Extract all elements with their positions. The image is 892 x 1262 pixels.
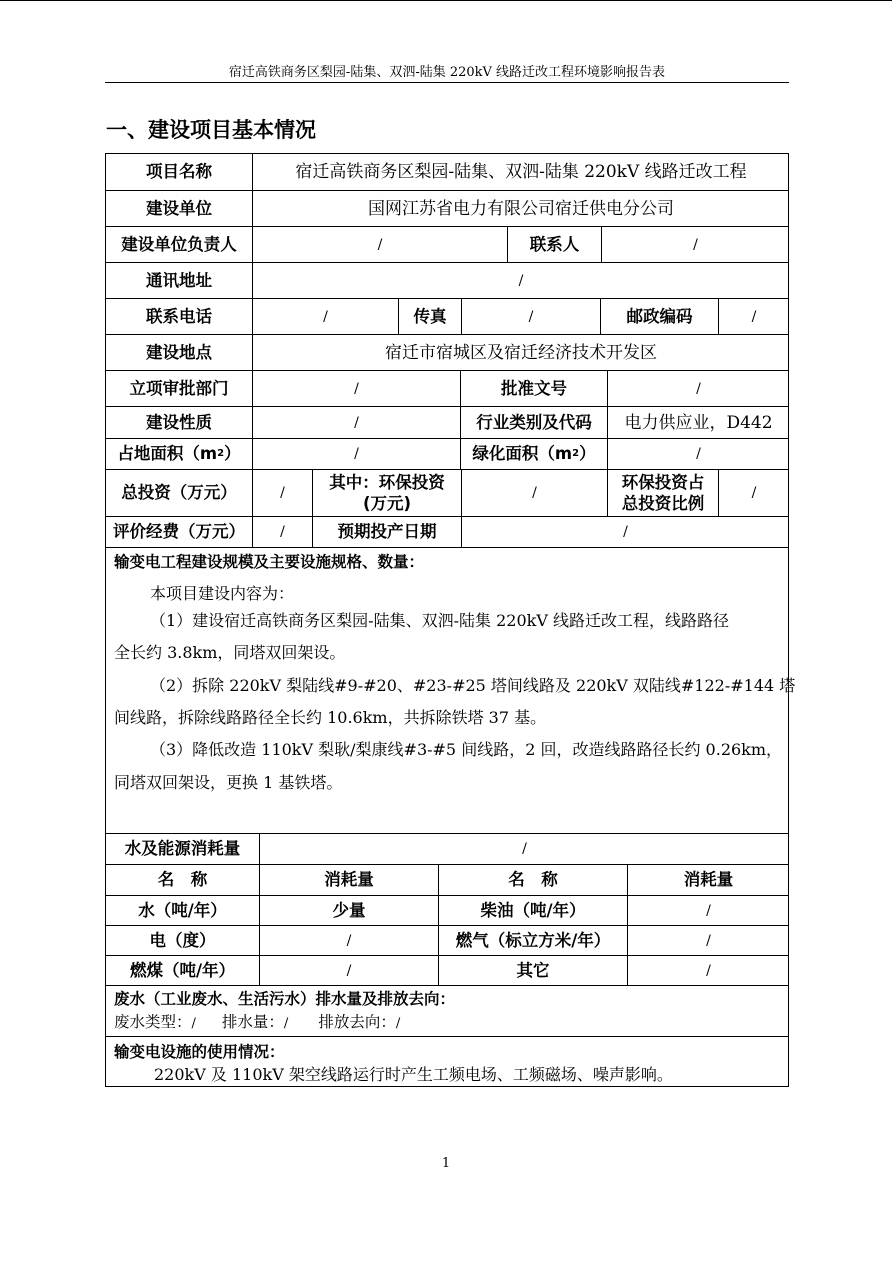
- scale-item2-line1: （2）拆除 220kV 梨陆线#9-#20、#23-#25 塔间线路及 220kV 双陆线#122-#144 塔: [150, 676, 796, 695]
- start-date-label: 预期投产日期: [337, 522, 437, 541]
- contact-label: 联系人: [529, 234, 580, 254]
- builder-value: 国网江苏省电力有限公司宿迁供电分公司: [368, 198, 674, 219]
- scale-item3-line2: 同塔双回架设，更换 1 基铁塔。: [114, 773, 343, 792]
- scale-item1-line1: （1）建设宿迁高铁商务区梨园-陆集、双泗-陆集 220kV 线路迁改工程，线路路径: [150, 611, 729, 630]
- energy-value: /: [522, 841, 527, 857]
- contact-value: /: [693, 236, 698, 253]
- total-invest-value: /: [280, 485, 285, 501]
- energy-row-value: /: [346, 932, 352, 949]
- location-value: 宿迁市宿城区及宿迁经济技术开发区: [385, 342, 657, 363]
- industry-value: 电力供应业，D442: [624, 412, 773, 433]
- wastewater-line: 废水类型：/ 排水量：/ 排放去向：/: [114, 1013, 401, 1031]
- fax-value: /: [528, 308, 534, 325]
- phone-label: 联系电话: [146, 306, 212, 326]
- green-area-value: /: [696, 446, 701, 462]
- section-title: 一、建设项目基本情况: [106, 118, 316, 142]
- scale-item3-line1: （3）降低改造 110kV 梨耿/梨康线#3-#5 间线路，2 回，改造线路路径长约 0.26km，: [150, 740, 783, 759]
- energy-col-consumption: 消耗量: [324, 870, 374, 889]
- location-label: 建设地点: [146, 342, 212, 362]
- nature-value: /: [354, 414, 359, 431]
- row-rule: [105, 985, 789, 986]
- header-rule: [105, 82, 789, 83]
- env-invest-value: /: [532, 485, 537, 501]
- postcode-value: /: [751, 308, 757, 325]
- env-ratio-value: /: [751, 485, 757, 501]
- energy-row-value-2: /: [706, 932, 711, 949]
- industry-label: 行业类别及代码: [476, 412, 592, 432]
- start-date-value: /: [623, 524, 628, 540]
- energy-row-name-2: 燃气（标立方米/年）: [455, 930, 611, 950]
- approval-no-value: /: [696, 380, 701, 397]
- land-area-value: /: [354, 446, 359, 462]
- row-rule: [105, 547, 789, 548]
- energy-col-name: 名 称: [157, 870, 208, 889]
- builder-head-value: /: [377, 236, 383, 253]
- approval-dept-value: /: [354, 380, 359, 397]
- energy-label: 水及能源消耗量: [124, 839, 241, 858]
- approval-no-label: 批准文号: [501, 378, 567, 398]
- phone-value: /: [323, 308, 328, 325]
- energy-col-consumption-2: 消耗量: [683, 870, 734, 889]
- builder-head-label: 建设单位负责人: [121, 234, 237, 254]
- wastewater-heading: 废水（工业废水、生活污水）排水量及排放去向：: [114, 990, 456, 1008]
- energy-row-name-2: 柴油（吨/年）: [480, 900, 586, 920]
- nature-label: 建设性质: [146, 412, 212, 432]
- row-rule: [105, 1036, 789, 1037]
- address-label: 通讯地址: [146, 270, 212, 290]
- page-top-rule: [0, 0, 892, 1]
- energy-row-name: 燃煤（吨/年）: [129, 960, 236, 980]
- fax-label: 传真: [413, 306, 447, 326]
- energy-row-value-2: /: [706, 902, 711, 919]
- postcode-label: 邮政编码: [626, 306, 693, 326]
- energy-row-name: 电（度）: [149, 930, 216, 950]
- scale-heading: 输变电工程建设规模及主要设施规格、数量：: [114, 553, 425, 571]
- project-name-value: 宿迁高铁商务区梨园-陆集、双泗-陆集 220kV 线路迁改工程: [295, 162, 747, 182]
- energy-col-name-2: 名 称: [508, 870, 558, 889]
- scale-intro: 本项目建设内容为：: [150, 584, 295, 603]
- scale-item1-line2: 全长约 3.8km，同塔双回架设。: [114, 643, 346, 662]
- energy-row-name: 水（吨/年）: [138, 900, 227, 920]
- land-area-label: 占地面积（m 2 ）: [117, 444, 241, 463]
- energy-row-name-2: 其它: [516, 960, 550, 980]
- usage-text: 220kV 及 110kV 架空线路运行时产生工频电场、工频磁场、噪声影响。: [154, 1065, 673, 1084]
- scale-item2-line2: 间线路，拆除线路路径全长约 10.6km，共拆除铁塔 37 基。: [114, 708, 547, 727]
- energy-row-value: 少量: [332, 900, 366, 920]
- energy-row-value-2: /: [706, 962, 711, 979]
- page-number: 1: [441, 1156, 451, 1171]
- total-invest-label: 总投资（万元）: [121, 483, 237, 502]
- project-name-label: 项目名称: [146, 162, 212, 181]
- address-value: /: [518, 272, 524, 289]
- env-ratio-label: 环保投资占 总投资比例: [621, 473, 705, 513]
- running-header: 宿迁高铁商务区梨园-陆集、双泗-陆集 220kV 线路迁改工程环境影响报告表: [228, 65, 666, 80]
- env-invest-label: 其中：环保投资 (万元): [329, 473, 445, 513]
- green-area-label: 绿化面积（m 2 ）: [472, 444, 596, 463]
- builder-label: 建设单位: [146, 198, 212, 218]
- usage-heading: 输变电设施的使用情况：: [114, 1043, 285, 1061]
- energy-row-value: /: [346, 962, 352, 979]
- eval-fee-value: /: [280, 524, 285, 540]
- eval-fee-label: 评价经费（万元）: [113, 522, 245, 541]
- approval-dept-label: 立项审批部门: [129, 378, 229, 398]
